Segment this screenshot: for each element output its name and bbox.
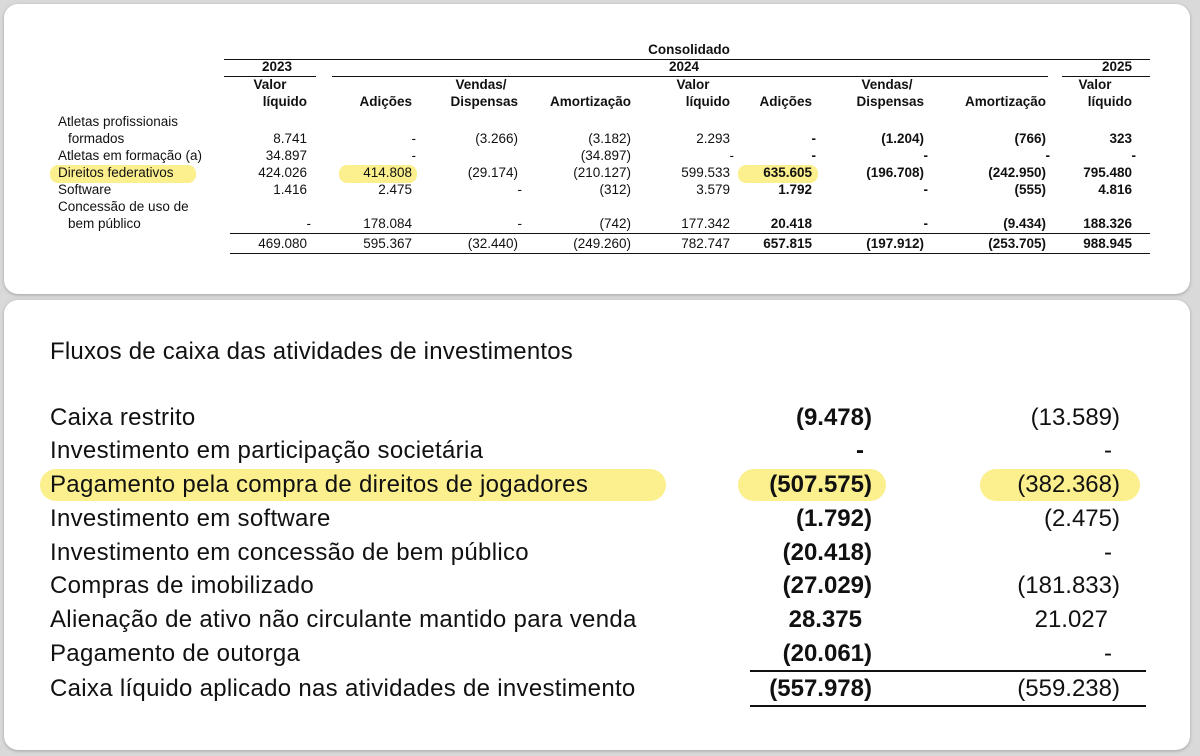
table-cell: -	[811, 148, 816, 163]
table-cell: (3.182)	[588, 131, 631, 146]
cash-flow-value-2024: -	[856, 437, 864, 464]
cash-flow-value-2024: (20.418)	[782, 539, 872, 566]
column-header: líquido	[685, 94, 730, 109]
row-label: formados	[68, 131, 125, 146]
table-cell: 1.792	[778, 182, 812, 197]
table-cell: (555)	[1014, 182, 1046, 197]
column-header: líquido	[1087, 94, 1132, 109]
table-cell: -	[923, 216, 928, 231]
table-cell: -	[923, 148, 928, 163]
row-label: Software	[58, 182, 112, 197]
cash-flow-row	[4, 672, 1190, 706]
cash-flow-value-2024: (1.792)	[795, 505, 872, 532]
table-cell: (242.950)	[988, 165, 1046, 180]
column-header: Amortização	[549, 94, 631, 109]
consolidated-intangibles-panel	[4, 4, 1190, 294]
table-cell: (9.434)	[1003, 216, 1046, 231]
year-header: 2025	[1101, 59, 1132, 74]
cash-flow-value-2023: (13.589)	[1030, 404, 1120, 431]
total-cell: (32.440)	[467, 236, 518, 251]
table-cell: -	[517, 182, 522, 197]
cash-flow-row	[4, 603, 1190, 637]
total-cell: 988.945	[1083, 236, 1132, 251]
table-cell: 34.897	[265, 148, 307, 163]
table-cell: -	[1045, 148, 1050, 163]
table-cell: 795.480	[1083, 165, 1132, 180]
column-header: Adições	[759, 94, 812, 109]
table-cell: -	[811, 131, 816, 146]
column-header: Dispensas	[450, 94, 518, 109]
table-cell: 2.293	[696, 131, 730, 146]
table-cell: 635.605	[763, 165, 812, 180]
cash-flow-label: Caixa líquido aplicado nas atividades de investimento	[50, 675, 636, 702]
total-rule	[230, 253, 1150, 254]
total-cell: (197.912)	[866, 236, 924, 251]
cash-flow-value-2024: (27.029)	[782, 572, 872, 599]
table-cell: (196.708)	[866, 165, 924, 180]
table-cell: 3.579	[696, 182, 730, 197]
cash-flow-label: Caixa restrito	[50, 404, 196, 431]
cash-flow-row	[4, 401, 1190, 435]
table-cell: (210.127)	[573, 165, 631, 180]
column-header: Vendas/	[455, 77, 507, 92]
table-cell: -	[411, 148, 416, 163]
table-cell: (34.897)	[580, 148, 631, 163]
cash-flow-row	[4, 468, 1190, 502]
total-cell: 595.367	[363, 236, 412, 251]
column-header: Adições	[359, 94, 412, 109]
table-cell: 8.741	[273, 131, 307, 146]
table-cell: 2.475	[378, 182, 412, 197]
cash-flow-row	[4, 502, 1190, 536]
cash-flow-label: Pagamento pela compra de direitos de jogadores	[50, 471, 589, 498]
cash-flow-value-2023: (181.833)	[1017, 572, 1120, 599]
total-cell: 657.815	[763, 236, 812, 251]
table-cell: -	[306, 216, 311, 231]
cash-flow-value-2023: (382.368)	[1017, 471, 1120, 498]
column-header: líquido	[262, 94, 307, 109]
consolidado-header: Consolidado	[648, 42, 730, 57]
cash-flow-value-2023: -	[1104, 539, 1112, 566]
intangible-assets-table	[4, 4, 1190, 294]
cash-flow-title: Fluxos de caixa das atividades de investimentos	[50, 338, 574, 365]
table-cell: 414.808	[363, 165, 412, 180]
cash-flow-row	[4, 434, 1190, 468]
cash-flow-value-2024: 28.375	[788, 606, 862, 633]
row-label: Direitos federativos	[58, 165, 174, 180]
table-cell: 424.026	[258, 165, 307, 180]
cash-flow-value-2023: (559.238)	[1017, 675, 1120, 702]
column-header: Valor	[253, 77, 287, 92]
row-label: bem público	[68, 216, 141, 231]
cash-flow-label: Investimento em participação societária	[50, 437, 484, 464]
table-cell: 1.416	[273, 182, 307, 197]
row-label: Concessão de uso de	[58, 199, 189, 214]
year-header: 2023	[261, 59, 293, 74]
total-cell: (249.260)	[573, 236, 631, 251]
cash-flow-label: Compras de imobilizado	[50, 572, 315, 599]
table-cell: 4.816	[1098, 182, 1132, 197]
row-label: Atletas profissionais	[58, 114, 179, 129]
total-cell: 782.747	[681, 236, 730, 251]
year-header: 2024	[668, 59, 700, 74]
total-rule	[230, 233, 1150, 234]
cash-flow-value-2023: -	[1104, 437, 1112, 464]
table-cell: 323	[1109, 131, 1132, 146]
column-header: Dispensas	[856, 94, 924, 109]
total-rule	[750, 705, 1146, 707]
cash-flow-value-2024: (20.061)	[782, 640, 872, 667]
column-header: Valor	[1078, 77, 1112, 92]
total-cell: 469.080	[258, 236, 307, 251]
table-cell: (3.266)	[475, 131, 518, 146]
cash-flow-value-2024: (507.575)	[769, 471, 872, 498]
cash-flow-label: Pagamento de outorga	[50, 640, 301, 667]
table-cell: (312)	[599, 182, 631, 197]
cash-flow-row	[4, 536, 1190, 570]
table-cell: -	[517, 216, 522, 231]
row-label: Atletas em formação (a)	[58, 148, 203, 163]
cash-flow-row	[4, 569, 1190, 603]
cash-flow-value-2024: (9.478)	[795, 404, 872, 431]
table-cell: -	[729, 148, 734, 163]
investing-cash-flow-panel	[4, 300, 1190, 750]
total-cell: (253.705)	[988, 236, 1046, 251]
table-cell: (766)	[1014, 131, 1046, 146]
cash-flow-label: Investimento em concessão de bem público	[50, 539, 529, 566]
table-cell: 20.418	[770, 216, 812, 231]
column-header: Valor	[676, 77, 710, 92]
column-header: Amortização	[964, 94, 1046, 109]
table-cell: (29.174)	[467, 165, 518, 180]
table-cell: 188.326	[1083, 216, 1132, 231]
table-cell: -	[411, 131, 416, 146]
cash-flow-value-2024: (557.978)	[769, 675, 872, 702]
cash-flow-row	[4, 637, 1190, 671]
table-cell: -	[923, 182, 928, 197]
column-header: Vendas/	[861, 77, 913, 92]
table-cell: (742)	[599, 216, 631, 231]
total-rule	[750, 670, 1146, 672]
cash-flow-label: Investimento em software	[50, 505, 331, 532]
cash-flow-value-2023: -	[1104, 640, 1112, 667]
cash-flow-value-2023: 21.027	[1034, 606, 1108, 633]
table-cell: -	[1131, 148, 1136, 163]
cash-flow-value-2023: (2.475)	[1043, 505, 1120, 532]
table-cell: 177.342	[681, 216, 730, 231]
cash-flow-label: Alienação de ativo não circulante mantido para venda	[50, 606, 637, 633]
table-cell: 178.084	[363, 216, 412, 231]
table-cell: (1.204)	[881, 131, 924, 146]
table-cell: 599.533	[681, 165, 730, 180]
